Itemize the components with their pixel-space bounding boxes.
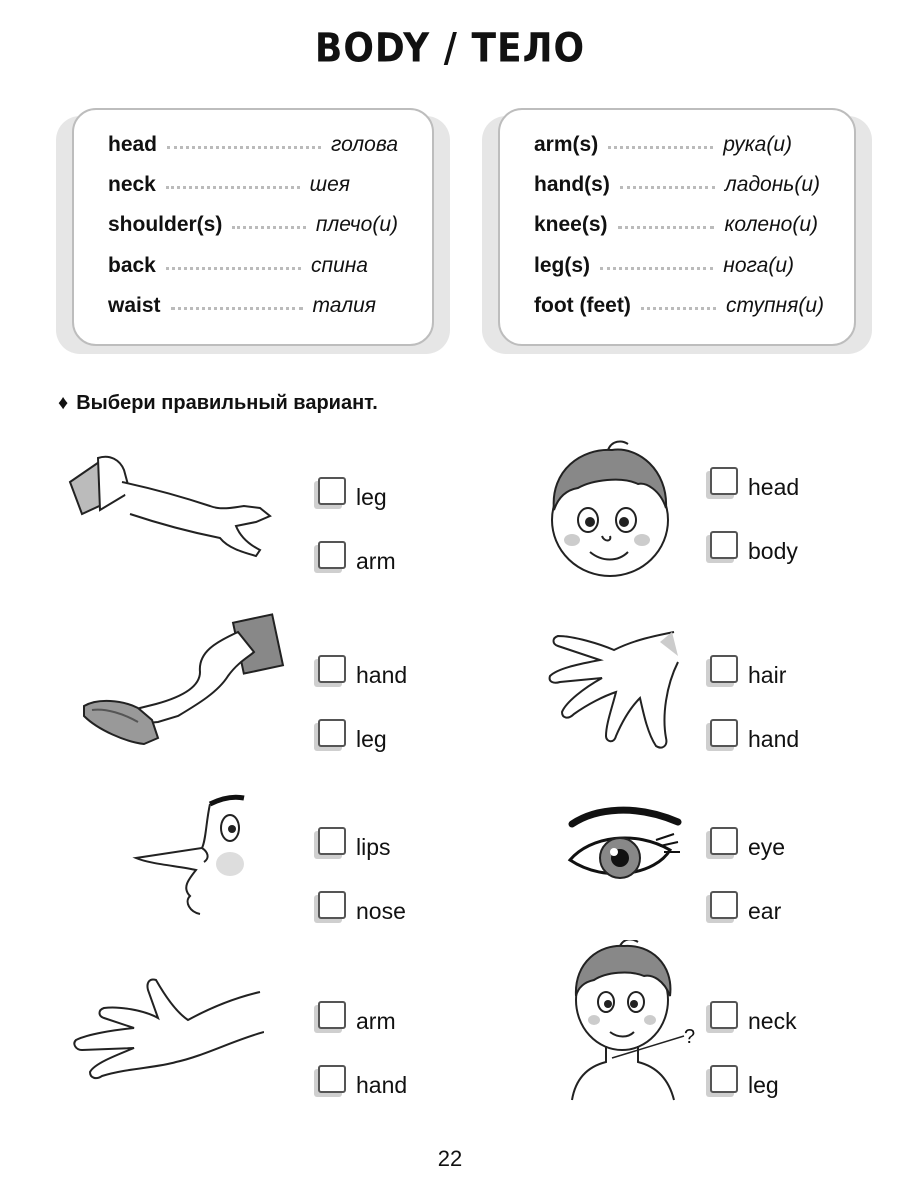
checkbox[interactable]	[318, 719, 346, 747]
vocab-en: back	[108, 254, 156, 277]
vocab-ru: плечо(и)	[315, 213, 398, 236]
dotted-leader	[171, 307, 303, 310]
answer-option[interactable]	[318, 544, 396, 578]
vocab-row	[534, 170, 820, 200]
vocab-en: foot (feet)	[534, 294, 631, 317]
leg-drawing	[78, 612, 288, 762]
vocab-row	[108, 130, 398, 160]
vocab-ru: нога(и)	[723, 254, 794, 277]
dotted-leader	[641, 307, 716, 310]
option-label: ear	[748, 897, 782, 924]
option-label: hand	[356, 1071, 408, 1098]
dotted-leader	[600, 267, 713, 270]
answer-option[interactable]	[710, 830, 785, 864]
hand-drawing	[544, 626, 680, 754]
checkbox[interactable]	[710, 891, 738, 919]
head-drawing	[542, 440, 678, 580]
answer-option[interactable]	[318, 894, 406, 928]
dotted-leader	[232, 226, 306, 229]
answer-option[interactable]	[318, 830, 391, 864]
instruction	[58, 392, 378, 415]
checkbox[interactable]	[318, 541, 346, 569]
vocab-row	[534, 291, 824, 321]
option-label: eye	[748, 833, 786, 860]
checkbox[interactable]	[710, 827, 738, 855]
neck-drawing	[566, 940, 706, 1102]
vocab-row	[534, 251, 794, 281]
answer-option[interactable]	[318, 1004, 396, 1038]
checkbox[interactable]	[318, 1065, 346, 1093]
vocab-ru: спина	[311, 254, 368, 277]
option-label: leg	[356, 483, 387, 510]
vocab-ru: ступня(и)	[725, 294, 824, 317]
vocab-en: hand(s)	[534, 173, 610, 196]
answer-option[interactable]	[318, 658, 407, 692]
vocab-ru: талия	[312, 294, 376, 317]
vocab-row	[534, 210, 818, 240]
answer-option[interactable]	[318, 1068, 407, 1102]
page-title: BODY / ТЕЛО	[314, 25, 586, 72]
vocab-row	[534, 130, 792, 160]
checkbox[interactable]	[710, 655, 738, 683]
answer-option[interactable]	[710, 722, 799, 756]
option-label: nose	[356, 897, 406, 924]
vocab-en: waist	[108, 294, 161, 317]
vocab-en: knee(s)	[534, 213, 608, 236]
vocab-row	[108, 210, 398, 240]
vocab-box-left	[72, 108, 434, 346]
vocab-row	[108, 291, 376, 321]
checkbox[interactable]	[710, 1065, 738, 1093]
checkbox[interactable]	[318, 655, 346, 683]
checkbox[interactable]	[710, 531, 738, 559]
dotted-leader	[166, 267, 301, 270]
vocab-ru: ладонь(и)	[724, 173, 820, 196]
arm-drawing	[60, 452, 275, 572]
option-label: hand	[356, 661, 408, 688]
option-label: arm	[356, 1007, 396, 1034]
answer-option[interactable]	[318, 722, 387, 756]
vocab-ru: шея	[309, 173, 350, 196]
vocab-en: neck	[108, 173, 156, 196]
page-number: 22	[437, 1146, 463, 1171]
vocab-ru: голова	[330, 133, 398, 156]
question-mark: ?	[684, 1026, 696, 1048]
instruction-text: Выбери правильный вариант.	[76, 392, 378, 414]
option-label: body	[748, 537, 798, 564]
vocab-row	[108, 251, 368, 281]
diamond-bullet-icon: ♦	[58, 392, 69, 414]
vocab-row	[108, 170, 350, 200]
answer-option[interactable]	[710, 1068, 779, 1102]
answer-option[interactable]	[318, 480, 387, 514]
answer-option[interactable]	[710, 894, 781, 928]
vocab-en: shoulder(s)	[108, 213, 223, 236]
option-label: hand	[748, 725, 800, 752]
option-label: neck	[748, 1007, 797, 1034]
checkbox[interactable]	[318, 477, 346, 505]
hand-drawing	[64, 972, 264, 1102]
option-label: arm	[356, 547, 396, 574]
checkbox[interactable]	[318, 1001, 346, 1029]
checkbox[interactable]	[710, 467, 738, 495]
vocab-en: arm(s)	[534, 133, 599, 156]
option-label: head	[748, 473, 800, 500]
vocab-ru: колено(и)	[724, 213, 818, 236]
dotted-leader	[167, 146, 321, 149]
option-label: leg	[356, 725, 387, 752]
vocab-ru: рука(и)	[723, 133, 792, 156]
dotted-leader	[620, 186, 715, 189]
vocab-en: head	[108, 133, 158, 156]
checkbox[interactable]	[710, 719, 738, 747]
answer-option[interactable]	[710, 534, 798, 568]
answer-option[interactable]	[710, 658, 786, 692]
option-label: hair	[748, 661, 787, 688]
dotted-leader	[608, 146, 713, 149]
vocab-box-right	[498, 108, 856, 346]
answer-option[interactable]	[710, 470, 799, 504]
dotted-leader	[618, 226, 715, 229]
eye-drawing	[566, 800, 684, 892]
option-label: lips	[356, 833, 391, 860]
checkbox[interactable]	[318, 891, 346, 919]
nose-drawing	[130, 782, 260, 922]
checkbox[interactable]	[318, 827, 346, 855]
option-label: leg	[748, 1071, 779, 1098]
dotted-leader	[166, 186, 300, 189]
answer-option[interactable]	[710, 1004, 797, 1038]
checkbox[interactable]	[710, 1001, 738, 1029]
vocab-en: leg(s)	[534, 254, 591, 277]
